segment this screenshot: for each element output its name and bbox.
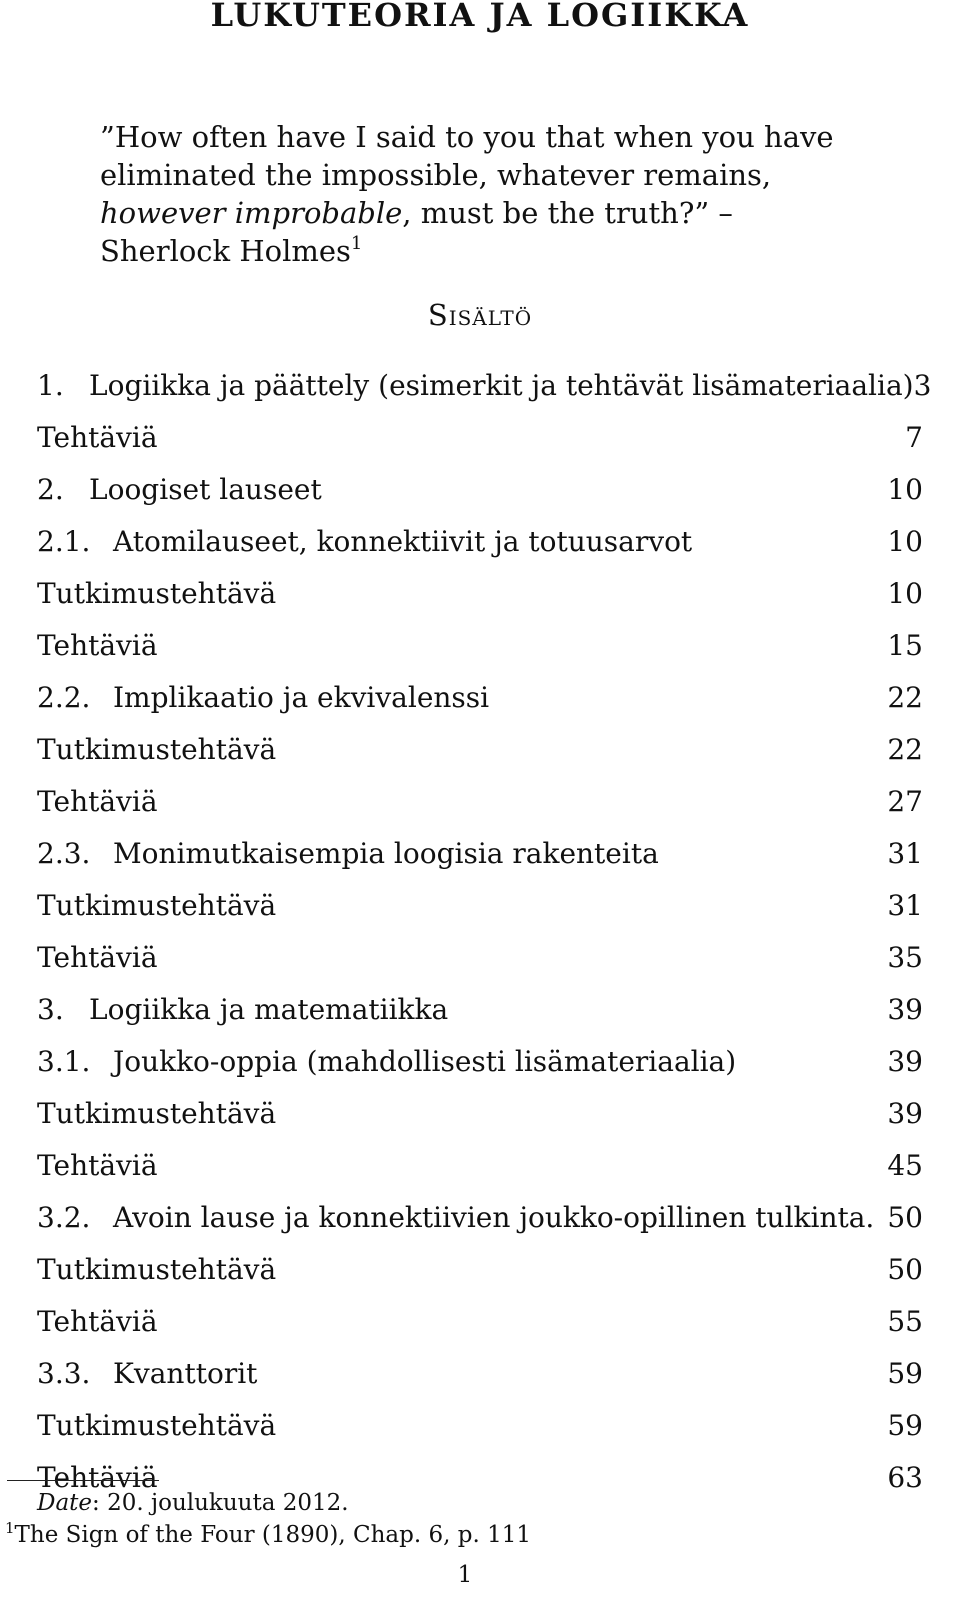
toc-entry-label: Tutkimustehtävä: [37, 1253, 277, 1286]
toc-entry-page: 10: [887, 577, 923, 610]
toc-entry-page: 3: [913, 369, 932, 402]
toc-entry-number: 2.: [37, 473, 64, 506]
toc-entry-label: Tutkimustehtävä: [37, 1097, 277, 1130]
toc-entry-page: 55: [887, 1305, 923, 1338]
toc-entry: [37, 1244, 923, 1296]
toc-entry-page: 50: [887, 1201, 923, 1234]
footnote-divider: [7, 1480, 159, 1481]
toc-entry-label: Avoin lause ja konnektiivien joukko-opillinen tulkinta.: [113, 1201, 875, 1234]
toc-entry-number: 3.1.: [37, 1045, 91, 1078]
date-value: : 20. joulukuuta 2012.: [92, 1490, 349, 1516]
toc-entry-page: 22: [887, 733, 923, 766]
toc-entry-label: Tehtäviä: [37, 1149, 158, 1182]
toc-entry: [37, 1088, 923, 1140]
toc-entry-label-group: [37, 1036, 736, 1088]
toc-entry-label-group: [37, 776, 158, 828]
toc-entry-page: 63: [887, 1461, 923, 1494]
toc-entry: [37, 776, 923, 828]
toc-entry-label: Tutkimustehtävä: [37, 889, 277, 922]
footnote-marker: 1: [350, 233, 363, 254]
toc-entry-label: Tehtäviä: [37, 1305, 158, 1338]
toc-entry-label: Tehtäviä: [37, 785, 158, 818]
toc-entry-page: 31: [887, 837, 923, 870]
toc-entry-label-group: [37, 984, 448, 1036]
toc-entry-label: Logiikka ja matematiikka: [89, 993, 449, 1026]
epigraph-text: ”How often have I said to you that when you have eliminated the impossible, whatever remains,: [100, 120, 834, 192]
toc-entry: [37, 724, 923, 776]
toc-entry-label: Atomilauseet, konnektiivit ja totuusarvot: [113, 525, 693, 558]
toc-entry-label-group: [37, 360, 914, 412]
toc-entry: [37, 984, 923, 1036]
toc-entry-label-group: [37, 1140, 158, 1192]
date-label: Date: [37, 1490, 93, 1516]
toc-entry-page: 15: [887, 629, 923, 662]
toc-entry-label: Monimutkaisempia loogisia rakenteita: [113, 837, 659, 870]
toc-entry-label-group: [37, 464, 322, 516]
toc-entry: [37, 568, 923, 620]
toc-entry: [37, 1400, 923, 1452]
toc-entry: [37, 1140, 923, 1192]
toc-entry: [37, 464, 923, 516]
toc-entry-page: 22: [887, 681, 923, 714]
toc-entry: [37, 516, 923, 568]
footnote: [5, 1520, 531, 1550]
toc-entry-label-group: [37, 1296, 158, 1348]
toc-entry-label-group: [37, 932, 158, 984]
toc-entry-page: 50: [887, 1253, 923, 1286]
toc-entry-number: 3.: [37, 993, 64, 1026]
toc-entry-label-group: [37, 412, 158, 464]
toc-entry: [37, 672, 923, 724]
toc-entry-label-group: [37, 516, 692, 568]
toc-entry: [37, 828, 923, 880]
toc-entry-label: Tehtäviä: [37, 941, 158, 974]
toc-entry-label: Tehtäviä: [37, 1461, 158, 1494]
toc-entry: [37, 932, 923, 984]
toc-entry-number: 3.2.: [37, 1201, 91, 1234]
toc-entry: [37, 1348, 923, 1400]
toc-entry: [37, 1036, 923, 1088]
toc-entry-label-group: [37, 1088, 276, 1140]
toc-entry-page: 39: [887, 993, 923, 1026]
date-line: [37, 1488, 349, 1518]
toc-entry-label: Tehtäviä: [37, 421, 158, 454]
epigraph-quote: [100, 118, 860, 270]
toc-entry: [37, 360, 932, 412]
epigraph-italic-text: however improbable: [100, 196, 403, 230]
toc-entry-page: 39: [887, 1097, 923, 1130]
toc-entry-page: 59: [887, 1409, 923, 1442]
document-title: LUKUTEORIA JA LOGIIKKA: [210, 0, 750, 34]
toc-entry: [37, 1296, 923, 1348]
toc-entry-label: Implikaatio ja ekvivalenssi: [113, 681, 490, 714]
toc-entry-label: Logiikka ja päättely (esimerkit ja tehtävät lisämateriaalia): [89, 369, 914, 402]
toc-entry-label-group: [37, 568, 276, 620]
toc-entry-label-group: [37, 828, 659, 880]
toc-entry-number: 2.1.: [37, 525, 91, 558]
toc-entry-number: 2.2.: [37, 681, 91, 714]
toc-entry-label: Tehtäviä: [37, 629, 158, 662]
toc-entry-number: 1.: [37, 369, 64, 402]
toc-entry-label: Joukko-oppia (mahdollisesti lisämateriaalia): [113, 1045, 737, 1078]
toc-entry-label-group: [37, 1244, 276, 1296]
toc-entry-label-group: [37, 724, 276, 776]
footnote-number: 1: [5, 1519, 15, 1537]
toc-entry: [37, 412, 923, 464]
toc-entry-label-group: [37, 620, 158, 672]
page-number: 1: [457, 1562, 473, 1588]
footnote-text: The Sign of the Four (1890), Chap. 6, p. 111: [14, 1522, 531, 1548]
toc-entry-label-group: [37, 880, 276, 932]
table-of-contents: [37, 360, 932, 1504]
toc-entry: [37, 620, 923, 672]
toc-entry-page: 27: [887, 785, 923, 818]
toc-entry-label: Loogiset lauseet: [89, 473, 322, 506]
toc-entry-page: 39: [887, 1045, 923, 1078]
toc-entry-page: 31: [887, 889, 923, 922]
toc-entry-page: 10: [887, 525, 923, 558]
toc-entry-label: Tutkimustehtävä: [37, 1409, 277, 1442]
toc-heading: Sisältö: [427, 298, 533, 332]
toc-entry-page: 7: [905, 421, 923, 454]
toc-entry-label: Tutkimustehtävä: [37, 733, 277, 766]
toc-entry-number: 2.3.: [37, 837, 91, 870]
toc-entry-label-group: [37, 1348, 257, 1400]
toc-entry-page: 45: [887, 1149, 923, 1182]
toc-entry-label: Tutkimustehtävä: [37, 577, 277, 610]
toc-entry-page: 10: [887, 473, 923, 506]
toc-entry-label-group: [37, 672, 489, 724]
toc-entry-label: Kvanttorit: [113, 1357, 258, 1390]
toc-entry-page: 59: [887, 1357, 923, 1390]
toc-entry-number: 3.3.: [37, 1357, 91, 1390]
epigraph-text-end: , must be the truth?” – Sherlock Holmes: [100, 196, 733, 268]
toc-entry-label-group: [37, 1192, 874, 1244]
toc-entry: [37, 1192, 923, 1244]
toc-entry: [37, 880, 923, 932]
toc-entry-page: 35: [887, 941, 923, 974]
toc-entry-label-group: [37, 1400, 276, 1452]
